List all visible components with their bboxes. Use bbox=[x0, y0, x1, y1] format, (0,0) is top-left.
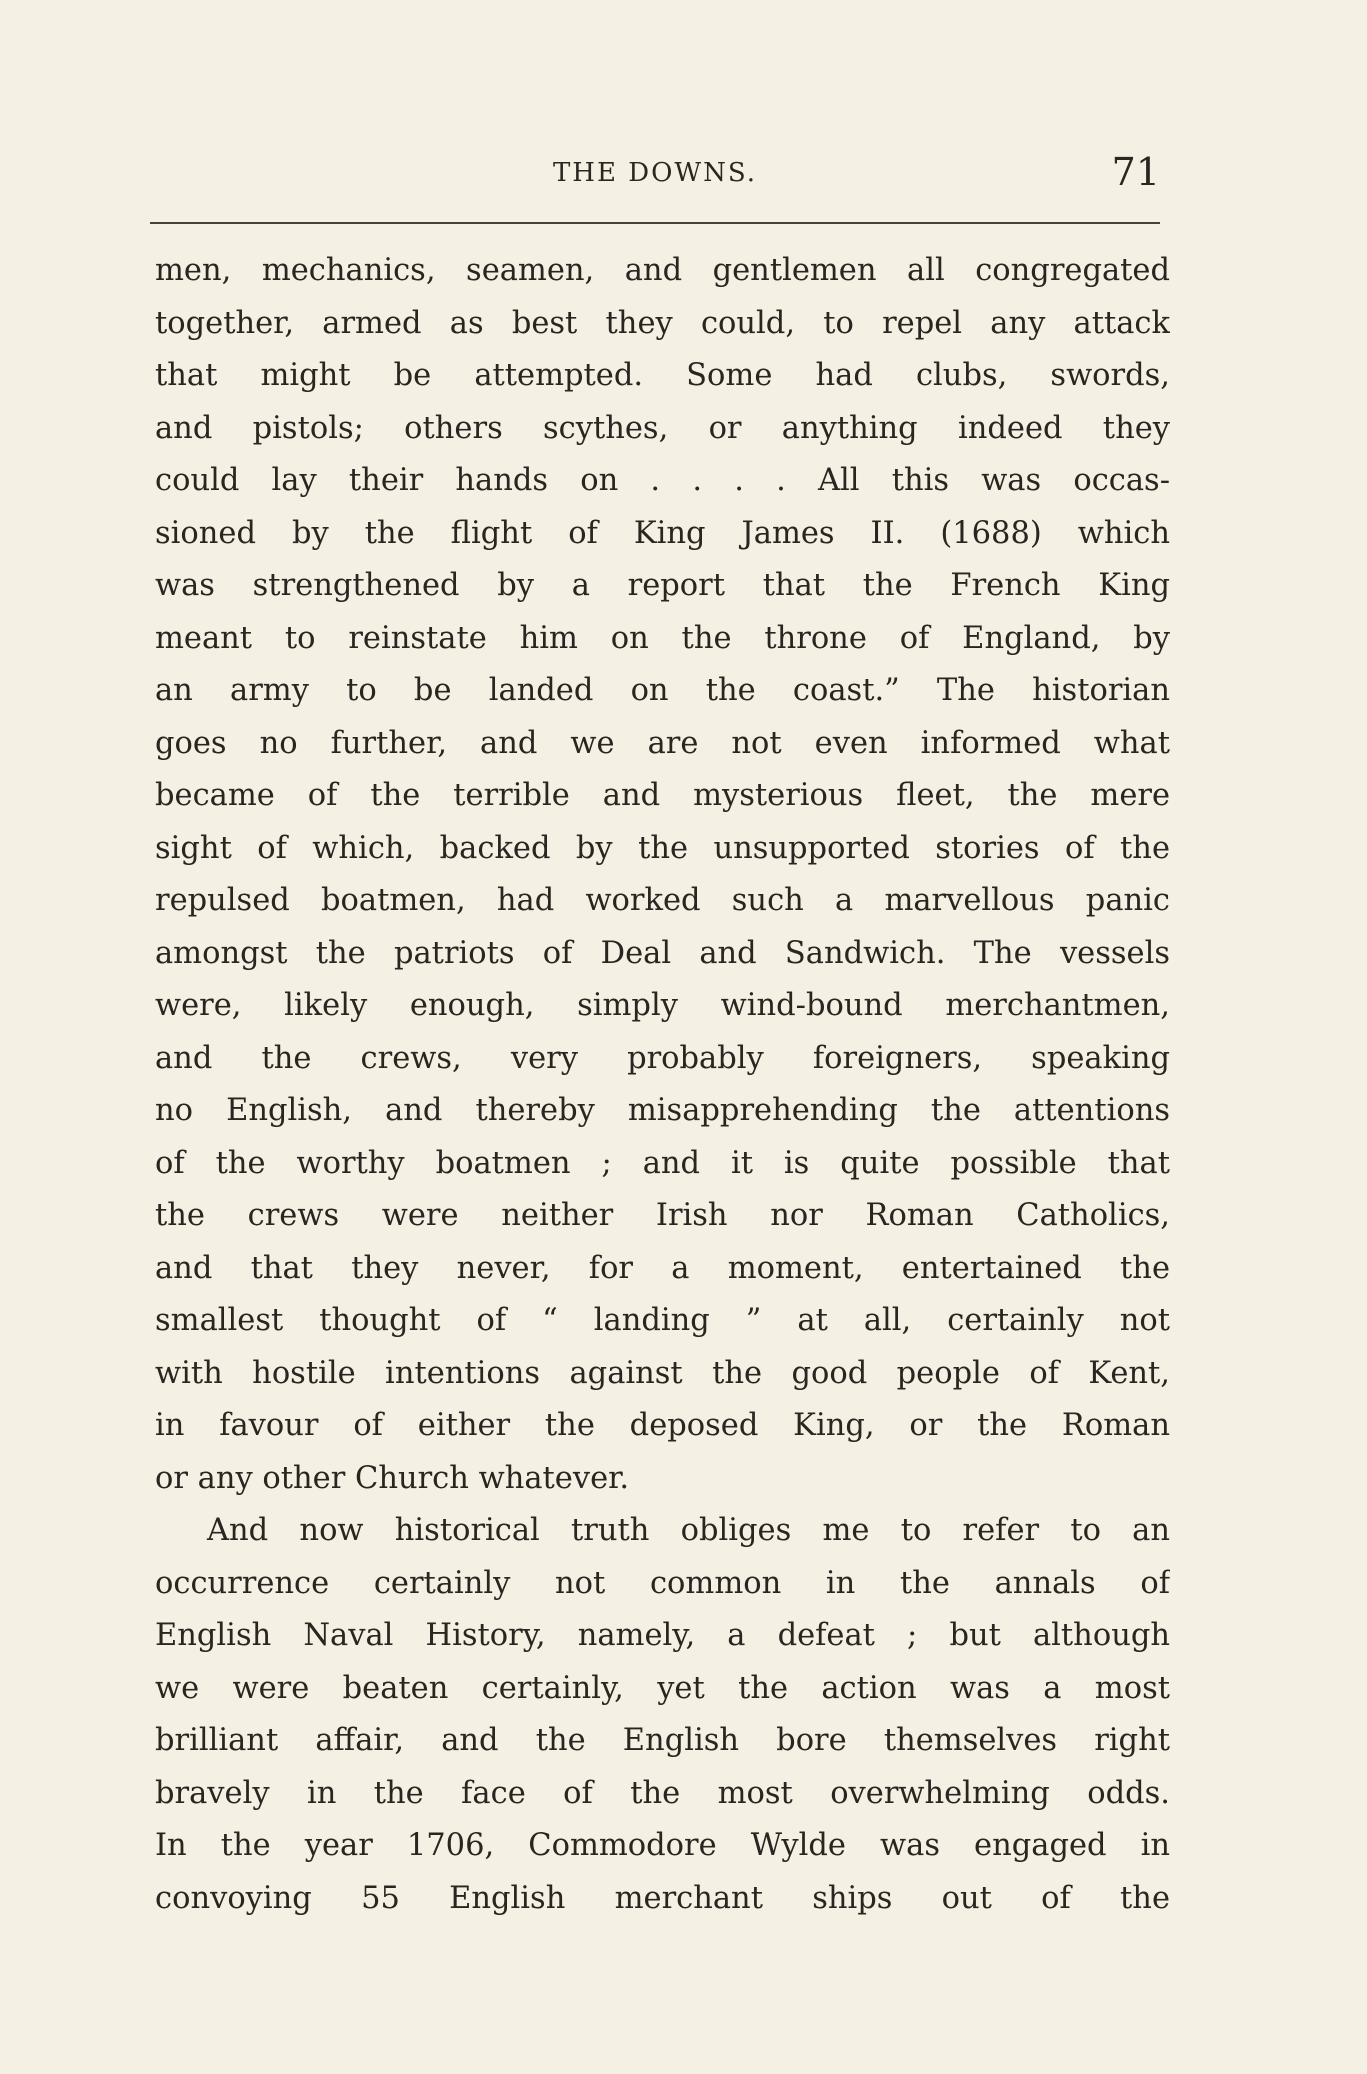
page-number: 71 bbox=[1111, 150, 1160, 194]
text-line: In the year 1706, Commodore Wylde was engaged in bbox=[155, 1828, 1170, 1863]
header-rule bbox=[150, 222, 1160, 224]
text-line: could lay their hands on . . . . All this was occas- bbox=[155, 463, 1170, 498]
text-line: repulsed boatmen, had worked such a marvellous panic bbox=[155, 883, 1170, 918]
text-line: with hostile intentions against the good people of Kent, bbox=[155, 1355, 1170, 1391]
text-line: no English, and thereby misapprehending the attentions bbox=[155, 1093, 1170, 1128]
text-line: And now historical truth obliges me to refer to an bbox=[207, 1513, 1170, 1548]
text-line: men, mechanics, seamen, and gentlemen all congregated bbox=[155, 253, 1170, 288]
text-line: occurrence certainly not common in the annals of bbox=[155, 1565, 1170, 1601]
text-line: sioned by the flight of King James II. (1688) which bbox=[155, 515, 1170, 551]
text-line: became of the terrible and mysterious fleet, the mere bbox=[155, 778, 1170, 813]
text-line: together, armed as best they could, to repel any attack bbox=[155, 305, 1170, 341]
text-line: amongst the patriots of Deal and Sandwich. The vessels bbox=[155, 935, 1170, 971]
text-line: that might be attempted. Some had clubs, swords, bbox=[155, 358, 1170, 393]
text-line: meant to reinstate him on the throne of England, by bbox=[155, 620, 1170, 656]
running-head bbox=[150, 150, 1160, 210]
text-line: of the worthy boatmen ; and it is quite possible that bbox=[155, 1145, 1170, 1181]
text-line: bravely in the face of the most overwhelming odds. bbox=[155, 1775, 1170, 1811]
text-line: and pistols; others scythes, or anything indeed they bbox=[155, 410, 1170, 446]
text-line: the crews were neither Irish nor Roman Catholics, bbox=[155, 1198, 1170, 1233]
text-line: sight of which, backed by the unsupported stories of the bbox=[155, 830, 1170, 866]
text-line: brilliant affair, and the English bore themselves right bbox=[155, 1723, 1170, 1758]
text-line: convoying 55 English merchant ships out of the bbox=[155, 1880, 1170, 1916]
text-line: were, likely enough, simply wind-bound merchantmen, bbox=[155, 988, 1170, 1023]
text-line: or any other Church whatever. bbox=[155, 1460, 630, 1496]
text-line: an army to be landed on the coast.” The historian bbox=[155, 673, 1170, 708]
body-text bbox=[155, 245, 1170, 1925]
text-line: in favour of either the deposed King, or the Roman bbox=[155, 1408, 1170, 1443]
text-line: goes no further, and we are not even informed what bbox=[155, 725, 1170, 761]
text-line: we were beaten certainly, yet the action was a most bbox=[155, 1670, 1170, 1706]
text-line: English Naval History, namely, a defeat ; but although bbox=[155, 1618, 1170, 1653]
text-line: smallest thought of “ landing ” at all, certainly not bbox=[155, 1303, 1170, 1338]
running-title: THE DOWNS. bbox=[552, 158, 758, 188]
text-line: was strengthened by a report that the French King bbox=[155, 568, 1170, 603]
text-line: and that they never, for a moment, entertained the bbox=[155, 1250, 1170, 1286]
text-line: and the crews, very probably foreigners, speaking bbox=[155, 1040, 1170, 1076]
